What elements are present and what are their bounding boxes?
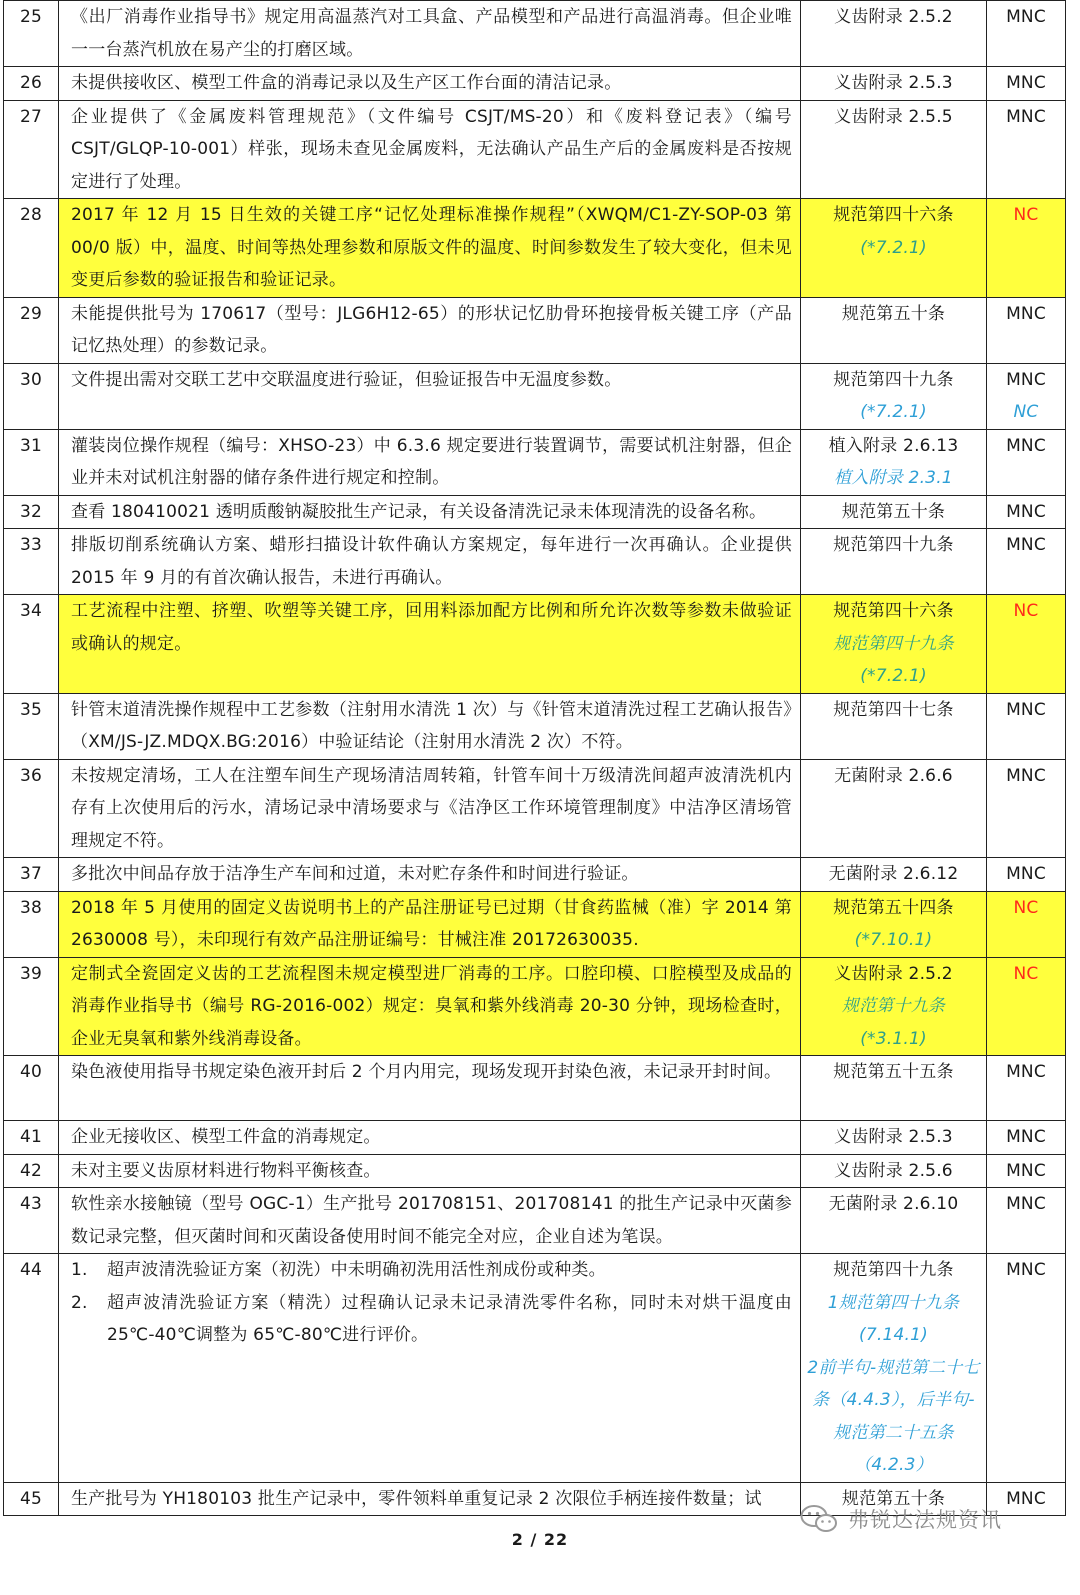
row-number: 27: [4, 100, 59, 199]
table-row: [4, 595, 1066, 694]
regulation-reference: [801, 495, 987, 529]
list-item-number: 1.: [71, 1260, 88, 1280]
table-row: [4, 891, 1066, 957]
reference-text: 规范第五十条: [841, 303, 946, 324]
table-row: [4, 297, 1066, 363]
reference-text: 义齿附录 2.5.3: [834, 1127, 953, 1147]
table-row: [4, 529, 1066, 595]
findings-table: [3, 0, 1066, 1516]
severity-grade: [987, 693, 1066, 759]
severity-grade: [987, 1254, 1066, 1483]
finding-description: 定制式全瓷固定义齿的工艺流程图未规定模型进厂消毒的工序。口腔印模、口腔模型及成品的消毒作业指导书（编号 RG-2016-002）规定：臭氧和紫外线消毒 20-30 分钟，现场检查时，企业无臭氧和紫外线消毒设备。: [59, 957, 801, 1056]
reference-text: 规范第四十九条: [833, 369, 954, 390]
reference-annotation: (*7.2.1): [860, 402, 927, 422]
list-item: [71, 1287, 792, 1352]
reference-text: 无菌附录 2.6.12: [828, 864, 959, 884]
regulation-reference: [801, 1056, 987, 1121]
severity-grade: [987, 1121, 1066, 1155]
reference-text: 规范第四十七条: [833, 699, 954, 720]
severity-grade: [987, 363, 1066, 429]
reference-annotation: 1规范第四十九条: [827, 1292, 960, 1313]
list-item-text: 超声波清洗验证方案（精洗）过程确认记录未记录清洗零件名称，同时未对烘干温度由 25℃-40℃调整为 65℃-80℃进行评价。: [107, 1292, 792, 1345]
table-row: [4, 363, 1066, 429]
grade-annotation: NC: [1013, 402, 1039, 422]
regulation-reference: [801, 1, 987, 67]
regulation-reference: [801, 363, 987, 429]
grade-text: MNC: [1006, 765, 1046, 786]
regulation-reference: [801, 693, 987, 759]
table-row: [4, 693, 1066, 759]
page-number: 2 / 22: [511, 1530, 569, 1549]
row-number: 37: [4, 858, 59, 892]
reference-text: 义齿附录 2.5.3: [834, 73, 953, 93]
finding-description: 企业提供了《金属废料管理规范》（文件编号 CSJT/MS-20）和《废料登记表》（编号 CSJT/GLQP-10-001）样张，现场未查见金属废料，无法确认产品生产后的金属废料是否按规定进行了处理。: [59, 100, 801, 199]
reference-text: 植入附录 2.6.13: [828, 435, 959, 456]
severity-grade: [987, 199, 1066, 298]
table-row: [4, 1154, 1066, 1188]
row-number: 40: [4, 1056, 59, 1121]
regulation-reference: [801, 529, 987, 595]
grade-text: MNC: [1006, 1194, 1046, 1214]
row-number: 26: [4, 67, 59, 101]
severity-grade: [987, 529, 1066, 595]
table-row: [4, 1056, 1066, 1121]
grade-text: MNC: [1006, 106, 1046, 127]
finding-description: 未按规定清场，工人在注塑车间生产现场清洁周转箱，针管车间十万级清洗间超声波清洗机内存有上次使用后的污水，清场记录中清场要求与《洁净区工作环境管理制度》中洁净区清场管理规定不符。: [59, 759, 801, 858]
grade-text: MNC: [1006, 1488, 1046, 1509]
grade-text: MNC: [1006, 303, 1046, 324]
severity-grade: [987, 1188, 1066, 1254]
severity-grade: [987, 858, 1066, 892]
grade-text: MNC: [1006, 1160, 1046, 1181]
row-number: 45: [4, 1482, 59, 1516]
severity-grade: [987, 100, 1066, 199]
severity-grade: [987, 891, 1066, 957]
finding-description: 染色液使用指导书规定染色液开封后 2 个月内用完，现场发现开封染色液，未记录开封时间。: [59, 1056, 801, 1121]
grade-text: NC: [1013, 205, 1039, 225]
regulation-reference: [801, 595, 987, 694]
reference-text: 规范第四十九条: [833, 1260, 954, 1280]
finding-description: 企业无接收区、模型工件盒的消毒规定。: [59, 1121, 801, 1155]
row-number: 25: [4, 1, 59, 67]
row-number: 39: [4, 957, 59, 1056]
table-row: [4, 1121, 1066, 1155]
watermark-text: 弗锐达法规资讯: [848, 1508, 1002, 1532]
reference-annotation: 规范第四十九条: [833, 633, 954, 654]
row-number: 32: [4, 495, 59, 529]
finding-description: 2017 年 12 月 15 日生效的关键工序“记忆处理标准操作规程”（XWQM/C1-ZY-SOP-03 第 00/0 版）中，温度、时间等热处理参数和原版文件的温度、时间参数发生了较大变化，但未见变更后参数的验证报告和验证记录。: [59, 199, 801, 298]
grade-text: NC: [1013, 963, 1039, 984]
table-row: [4, 957, 1066, 1056]
grade-text: NC: [1013, 601, 1039, 621]
row-number: 33: [4, 529, 59, 595]
finding-description: 生产批号为 YH180103 批生产记录中，零件领料单重复记录 2 次限位手柄连接件数量；试: [59, 1482, 801, 1516]
reference-text: 规范第四十六条: [833, 601, 954, 621]
reference-text: 规范第五十五条: [833, 1062, 954, 1082]
row-number: 44: [4, 1254, 59, 1483]
reference-annotation: (*3.1.1): [860, 1028, 927, 1049]
severity-grade: [987, 495, 1066, 529]
table-row: [4, 495, 1066, 529]
grade-text: MNC: [1006, 435, 1046, 456]
wechat-icon: [800, 1504, 838, 1534]
row-number: 42: [4, 1154, 59, 1188]
finding-description: 未能提供批号为 170617（型号：JLG6H12-65）的形状记忆肋骨环抱接骨板关键工序（产品记忆热处理）的参数记录。: [59, 297, 801, 363]
finding-list: [71, 1254, 792, 1352]
reference-annotation: (*7.2.1): [860, 237, 927, 258]
row-number: 30: [4, 363, 59, 429]
table-row: [4, 858, 1066, 892]
row-number: 43: [4, 1188, 59, 1254]
regulation-reference: [801, 891, 987, 957]
grade-text: MNC: [1006, 864, 1046, 884]
grade-text: MNC: [1006, 7, 1046, 27]
reference-annotation: (7.14.1): [859, 1325, 928, 1345]
list-item: [71, 1254, 792, 1287]
reference-text: 义齿附录 2.5.2: [834, 963, 953, 984]
severity-grade: [987, 297, 1066, 363]
row-number: 35: [4, 693, 59, 759]
finding-description: [59, 1254, 801, 1483]
row-number: 41: [4, 1121, 59, 1155]
grade-text: NC: [1013, 897, 1039, 918]
severity-grade: [987, 429, 1066, 495]
row-number: 31: [4, 429, 59, 495]
row-number: 34: [4, 595, 59, 694]
reference-text: 义齿附录 2.5.6: [834, 1160, 953, 1181]
grade-text: MNC: [1006, 369, 1046, 390]
finding-description: 《出厂消毒作业指导书》规定用高温蒸汽对工具盒、产品模型和产品进行高温消毒。但企业唯一一台蒸汽机放在易产尘的打磨区域。: [59, 1, 801, 67]
finding-description: 查看 180410021 透明质酸钠凝胶批生产记录，有关设备清洗记录未体现清洗的设备名称。: [59, 495, 801, 529]
table-row: [4, 100, 1066, 199]
severity-grade: [987, 759, 1066, 858]
regulation-reference: [801, 858, 987, 892]
table-row: [4, 759, 1066, 858]
finding-description: 未提供接收区、模型工件盒的消毒记录以及生产区工作台面的清洁记录。: [59, 67, 801, 101]
table-row: [4, 1, 1066, 67]
severity-grade: [987, 1056, 1066, 1121]
reference-annotation: (*7.10.1): [854, 930, 933, 950]
regulation-reference: [801, 1154, 987, 1188]
finding-description: 工艺流程中注塑、挤塑、吹塑等关键工序，回用料添加配方比例和所允许次数等参数未做验证或确认的规定。: [59, 595, 801, 694]
reference-text: 无菌附录 2.6.10: [828, 1194, 959, 1214]
grade-text: MNC: [1006, 1127, 1046, 1147]
regulation-reference: [801, 100, 987, 199]
severity-grade: [987, 1, 1066, 67]
reference-annotation: 植入附录 2.3.1: [834, 468, 953, 488]
severity-grade: [987, 595, 1066, 694]
finding-description: 针管末道清洗操作规程中工艺参数（注射用水清洗 1 次）与《针管末道清洗过程工艺确认报告》（XM/JS-JZ.MDQX.BG:2016）中验证结论（注射用水清洗 2 次）不符。: [59, 693, 801, 759]
regulation-reference: [801, 957, 987, 1056]
reference-text: 规范第五十条: [841, 501, 946, 522]
watermark: [800, 1504, 1002, 1534]
row-number: 29: [4, 297, 59, 363]
severity-grade: [987, 1154, 1066, 1188]
table-row: [4, 429, 1066, 495]
grade-text: MNC: [1006, 699, 1046, 720]
reference-annotation: 2前半句-规范第二十七条（4.4.3），后半句-规范第二十五条（4.2.3）: [807, 1357, 980, 1475]
finding-description: 软性亲水接触镜（型号 OGC-1）生产批号 201708151、201708141 的批生产记录中灭菌参数记录完整，但灭菌时间和灭菌设备使用时间不能完全对应，企业自述为笔误。: [59, 1188, 801, 1254]
grade-text: MNC: [1006, 73, 1046, 93]
regulation-reference: [801, 759, 987, 858]
regulation-reference: [801, 67, 987, 101]
reference-text: 义齿附录 2.5.5: [834, 106, 953, 127]
finding-description: 文件提出需对交联工艺中交联温度进行验证，但验证报告中无温度参数。: [59, 363, 801, 429]
table-row: [4, 67, 1066, 101]
list-item-text: 超声波清洗验证方案（初洗）中未明确初洗用活性剂成份或种类。: [107, 1260, 606, 1280]
reference-text: 规范第五十四条: [833, 897, 954, 918]
reference-annotation: (*7.2.1): [860, 666, 927, 686]
regulation-reference: [801, 429, 987, 495]
reference-text: 规范第四十九条: [833, 535, 954, 555]
grade-text: MNC: [1006, 1062, 1046, 1082]
table-row: [4, 1188, 1066, 1254]
grade-text: MNC: [1006, 535, 1046, 555]
finding-description: 多批次中间品存放于洁净生产车间和过道，未对贮存条件和时间进行验证。: [59, 858, 801, 892]
reference-text: 无菌附录 2.6.6: [834, 765, 953, 786]
list-item-number: 2.: [71, 1292, 88, 1313]
reference-text: 义齿附录 2.5.2: [834, 7, 953, 27]
regulation-reference: [801, 297, 987, 363]
finding-description: 灌装岗位操作规程（编号：XHSO-23）中 6.3.6 规定要进行装置调节，需要试机注射器，但企业并未对试机注射器的储存条件进行规定和控制。: [59, 429, 801, 495]
finding-description: 排版切削系统确认方案、蜡形扫描设计软件确认方案规定，每年进行一次再确认。企业提供 2015 年 9 月的有首次确认报告，未进行再确认。: [59, 529, 801, 595]
reference-annotation: 规范第十九条: [841, 996, 946, 1016]
severity-grade: [987, 957, 1066, 1056]
row-number: 38: [4, 891, 59, 957]
finding-description: 2018 年 5 月使用的固定义齿说明书上的产品注册证号已过期（甘食药监械（准）字 2014 第 2630008 号），未印现行有效产品注册证编号：甘械注准 20172630035.: [59, 891, 801, 957]
finding-description: 未对主要义齿原材料进行物料平衡核查。: [59, 1154, 801, 1188]
row-number: 36: [4, 759, 59, 858]
findings-table-body: [4, 1, 1066, 1516]
reference-text: 规范第四十六条: [833, 205, 954, 225]
row-number: 28: [4, 199, 59, 298]
regulation-reference: [801, 199, 987, 298]
severity-grade: [987, 67, 1066, 101]
grade-text: MNC: [1006, 1260, 1046, 1280]
reference-text: 规范第五十条: [841, 1488, 946, 1509]
table-row: [4, 1254, 1066, 1483]
regulation-reference: [801, 1121, 987, 1155]
regulation-reference: [801, 1254, 987, 1483]
table-row: [4, 199, 1066, 298]
regulation-reference: [801, 1188, 987, 1254]
grade-text: MNC: [1006, 501, 1046, 522]
